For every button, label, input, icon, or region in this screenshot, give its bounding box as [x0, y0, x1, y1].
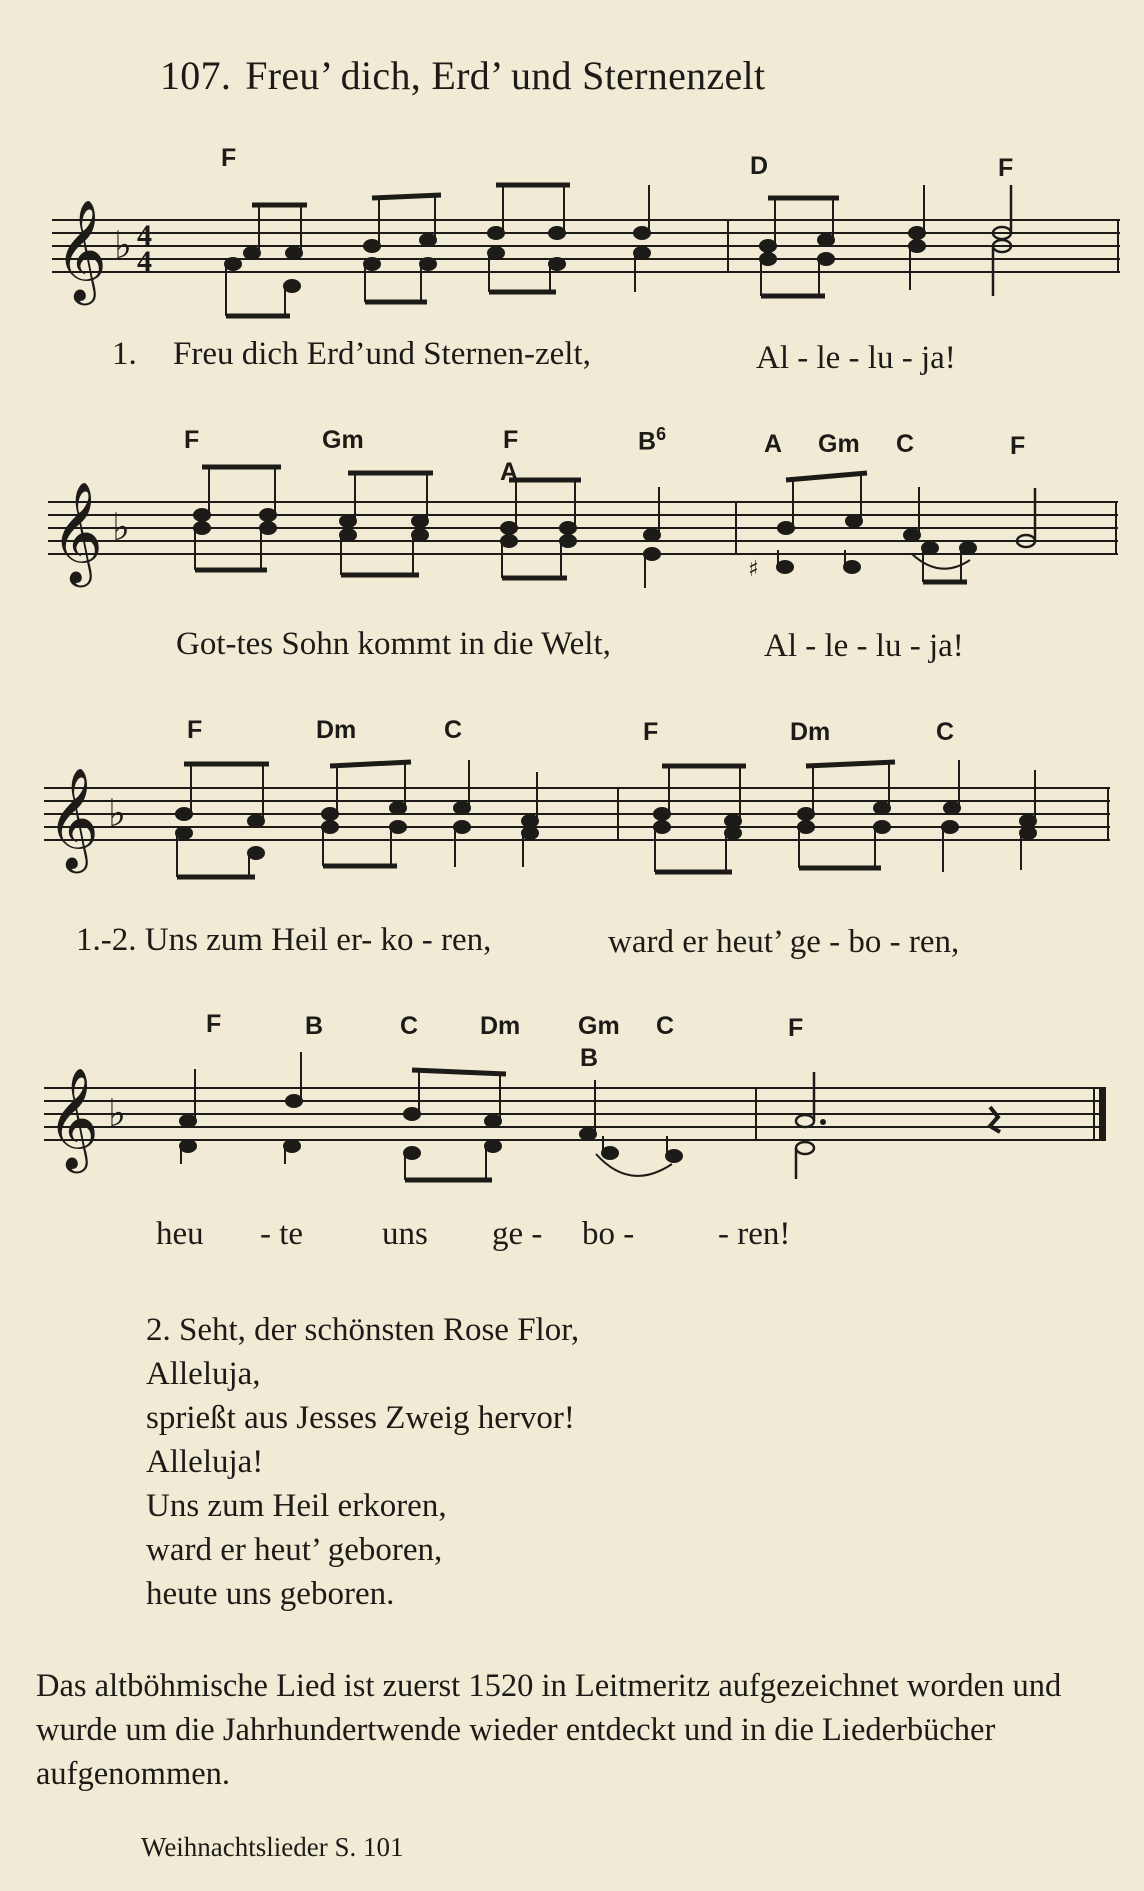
lyric-syllable: - ren!	[718, 1216, 791, 1252]
verse-line: Alleluja,	[146, 1356, 261, 1392]
chord: A	[764, 430, 783, 458]
chord: B	[580, 1044, 599, 1072]
staff-notation	[0, 712, 1144, 892]
verse-line: Alleluja!	[146, 1444, 264, 1480]
music-system-1	[0, 140, 1144, 380]
chord: F	[187, 716, 203, 744]
svg-text:4: 4	[137, 219, 152, 252]
verse-line: Uns zum Heil erkoren,	[146, 1488, 447, 1524]
chord: F	[1010, 432, 1026, 460]
chord: D	[750, 152, 769, 180]
lyric-syllable: ge -	[492, 1216, 543, 1252]
final-barline	[1099, 1088, 1106, 1140]
chord: C	[936, 718, 955, 746]
lyric-syllable: - te	[260, 1216, 304, 1252]
lyric-line: Al - le - lu - ja!	[764, 628, 964, 664]
song-number: 107.	[160, 53, 232, 98]
chord: F	[788, 1014, 804, 1042]
chord: F	[998, 154, 1014, 182]
chord: A	[500, 458, 519, 486]
music-system-2	[0, 420, 1144, 680]
chord: F	[206, 1010, 222, 1038]
chord: Dm	[790, 718, 831, 746]
verse-line: 2. Seht, der schönsten Rose Flor,	[146, 1312, 580, 1348]
flat-icon: ♭	[114, 223, 132, 267]
treble-clef-icon: 𝄞	[47, 766, 100, 869]
song-title	[160, 52, 765, 99]
lyric-line: Got-tes Sohn kommt in die Welt,	[176, 626, 611, 662]
music-system-4	[0, 1004, 1144, 1264]
chord-extension: 6	[656, 424, 667, 444]
flat-icon: ♭	[108, 791, 126, 835]
chord: Dm	[480, 1012, 521, 1040]
verse-line: ward er heut’ geboren,	[146, 1532, 443, 1568]
lyric-line: ward er heut’ ge - bo - ren,	[608, 924, 960, 960]
lyric-syllable: bo -	[582, 1216, 635, 1252]
flat-icon: ♭	[112, 505, 130, 549]
lyric-line: Freu dich Erd’und Sternen-zelt,	[173, 336, 591, 372]
chord: F	[643, 718, 659, 746]
lyric-syllable: heu	[156, 1216, 204, 1252]
history-note: Das altböhmische Lied ist zuerst 1520 in Leitmeritz aufgezeichnet worden und wurde um die Jahrhundertwende wieder entdeckt und in die Liederbücher aufgenommen.	[36, 1668, 1062, 1792]
chord: C	[896, 430, 915, 458]
verse-2	[146, 1308, 579, 1616]
sharp-icon: ♯	[748, 557, 759, 582]
verse-line: heute uns geboren.	[146, 1576, 395, 1612]
lyric-line: 1.-2. Uns zum Heil er- ko - ren,	[76, 922, 492, 958]
source-reference: Weihnachtslieder S. 101	[141, 1832, 404, 1862]
lyric-syllable: uns	[382, 1216, 428, 1252]
staff-notation	[0, 1004, 1144, 1184]
svg-text:4: 4	[137, 245, 152, 278]
music-system-3	[0, 712, 1144, 972]
staff-notation	[0, 420, 1144, 600]
verse-line: sprießt aus Jesses Zweig hervor!	[146, 1400, 575, 1436]
chord: Gm	[818, 430, 860, 458]
treble-clef-icon: 𝄞	[51, 480, 104, 583]
chord: Gm	[322, 426, 364, 454]
staff-notation	[0, 140, 1144, 300]
song-title-text: Freu’ dich, Erd’ und Sternenzelt	[245, 53, 766, 98]
chord-root: B	[638, 427, 657, 456]
quarter-rest-icon	[990, 1107, 1000, 1132]
treble-clef-icon: 𝄞	[55, 198, 108, 301]
flat-icon: ♭	[108, 1091, 126, 1135]
treble-clef-icon: 𝄞	[47, 1066, 100, 1169]
chord: F	[503, 426, 519, 454]
chord: Dm	[316, 716, 357, 744]
chord: C	[400, 1012, 419, 1040]
chord: Gm	[578, 1012, 620, 1040]
chord: F	[184, 426, 200, 454]
chord: B	[305, 1012, 324, 1040]
chord: C	[444, 716, 463, 744]
lyric-verse-number: 1.	[112, 336, 137, 372]
chord: C	[656, 1012, 675, 1040]
chord: F	[221, 144, 237, 172]
lyric-line: Al - le - lu - ja!	[756, 340, 956, 376]
dot	[820, 1119, 826, 1125]
